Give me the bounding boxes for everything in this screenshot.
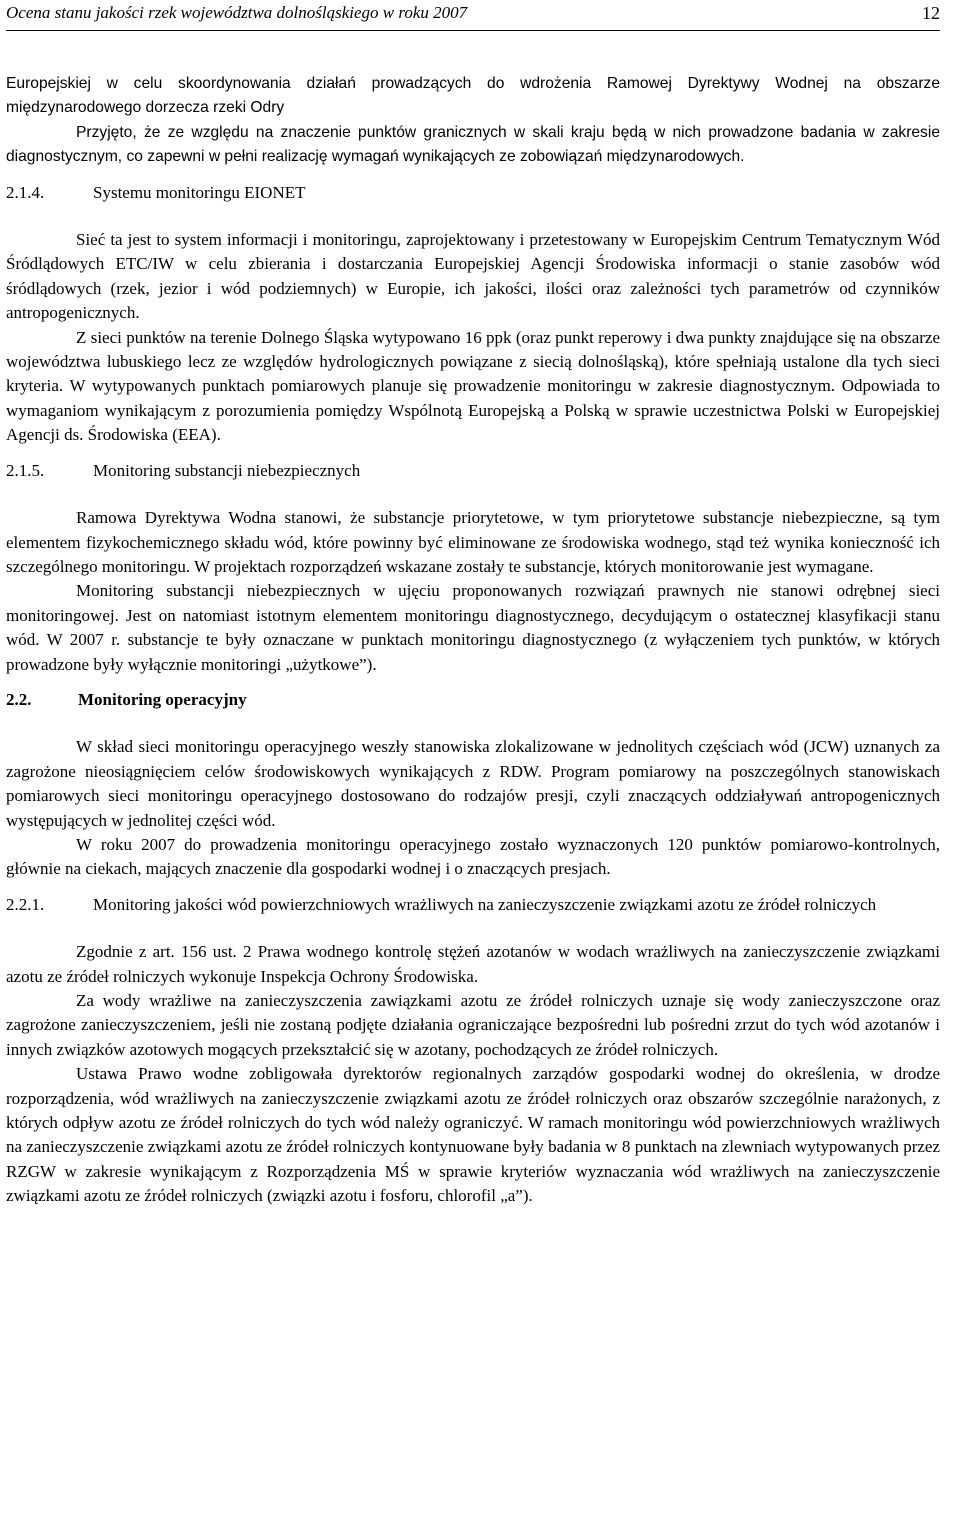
section-title: Systemu monitoringu EIONET <box>93 182 306 202</box>
page-content <box>6 72 940 1209</box>
operational-paragraph-1: W skład sieci monitoringu operacyjnego weszły stanowiska zlokalizowane w jednolitych częściach wód (JCW) uznanych za zagrożone nieosiągnięciem celów środowiskowych wynikających z RDW. Program pomiarowy na poszczególnych stanowiskach pomiarowych sieci monitoringu operacyjnego dostosowano do rodzajów presji, czyli znaczących oddziaływań antropogenicznych występujących w jednolitej części wód. <box>6 737 940 830</box>
section-heading-2-2-1 <box>6 893 940 917</box>
section-number: 2.2. <box>6 689 32 709</box>
section-number: 2.1.5. <box>6 460 45 480</box>
eionet-paragraph-2: Z sieci punktów na terenie Dolnego Śląska wytypowano 16 ppk (oraz punkt reperowy i dwa punkty znajdujące się na obszarze województwa lubuskiego lecz ze względów hydrologicznych powiązane z siecią dolnośląską), które spełniają ustalone dla tych sieci kryteria. W wytypowanych punktach pomiarowych planuje się prowadzenie monitoringu w zakresie diagnostycznym. Odpowiada to wymaganiom wynikającym z porozumienia pomiędzy Wspólnotą Europejską a Polską w sprawie uczestnictwa Polski w Europejskiej Agencji ds. Środowiska (EEA). <box>6 327 940 445</box>
nitrate-paragraph-1: Zgodnie z art. 156 ust. 2 Prawa wodnego kontrolę stężeń azotanów w wodach wrażliwych na zanieczyszczenie związkami azotu ze źródeł rolniczych wykonuje Inspekcja Ochrony Środowiska. <box>6 942 940 986</box>
nitrate-paragraph-3: Ustawa Prawo wodne zobligowała dyrektorów regionalnych zarządów gospodarki wodnej do określenia, w drodze rozporządzenia, wód wrażliwych na zanieczyszczenie związkami azotu ze źródeł rolniczych oraz obszarów szczególnie narażonych, z których odpływ azotu ze źródeł rolniczych do tych wód należy ograniczyć. W ramach monitoringu wód powierzchniowych wrażliwych na zanieczyszczenie związkami azotu ze źródeł rolniczych kontynuowane były badania w 8 punktach na zlewniach wytypowanych przez RZGW w zakresie wynikającym z Rozporządzenia MŚ w sprawie kryteriów wyznaczania wód wrażliwych na zanieczyszczenie związkami azotu ze źródeł rolniczych (związki azotu i fosforu, chlorofil „a”). <box>6 1064 940 1206</box>
section-number: 2.2.1. <box>6 894 45 914</box>
intro-paragraph-1: Europejskiej w celu skoordynowania działań prowadzących do wdrożenia Ramowej Dyrektywy Wodnej na obszarze międzynarodowego dorzecza rzeki Odry <box>6 75 940 117</box>
section-heading-2-1-5 <box>6 459 940 483</box>
section-title: Monitoring jakości wód powierzchniowych wrażliwych na zanieczyszczenie związkami azotu ze źródeł rolniczych <box>93 894 877 914</box>
header-title: Ocena stanu jakości rzek województwa dolnośląskiego w roku 2007 <box>6 3 468 22</box>
hazardous-paragraph-1: Ramowa Dyrektywa Wodna stanowi, że substancje priorytetowe, w tym priorytetowe substancje niebezpieczne, są tym elementem fizykochemicznego składu wód, które powinny być eliminowane ze środowiska wodnego, stąd też wynika konieczność ich szczególnego monitoringu. W projektach rozporządzeń wskazane zostały te substancje, których monitorowanie jest wymagane. <box>6 508 940 576</box>
operational-paragraph-2: W roku 2007 do prowadzenia monitoringu operacyjnego zostało wyznaczonych 120 punktów pomiarowo-kontrolnych, głównie na ciekach, mających znaczenie dla gospodarki wodnej i o znaczących presjach. <box>6 834 940 879</box>
section-heading-2-2 <box>6 688 940 712</box>
page-header <box>6 0 940 31</box>
intro-paragraph-2: Przyjęto, że ze względu na znaczenie punktów granicznych w skali kraju będą w nich prowadzone badania w zakresie diagnostycznym, co zapewni w pełni realizację wymagań wynikających ze zobowiązań międzynarodowych. <box>6 123 940 166</box>
section-title: Monitoring substancji niebezpiecznych <box>93 460 361 480</box>
section-number: 2.1.4. <box>6 182 45 202</box>
nitrate-paragraph-2: Za wody wrażliwe na zanieczyszczenia zawiązkami azotu ze źródeł rolniczych uznaje się wody zanieczyszczone oraz zagrożone zanieczyszczeniem, jeśli nie zostaną podjęte działania ograniczające bezpośredni lub pośredni zrzut do tych wód azotanów i innych związków azotowych mogących przekształcić się w azotany, pochodzących ze źródeł rolniczych. <box>6 991 940 1059</box>
section-heading-2-1-4 <box>6 181 940 205</box>
hazardous-paragraph-2: Monitoring substancji niebezpiecznych w ujęciu proponowanych rozwiązań prawnych nie stanowi odrębnej sieci monitoringowej. Jest on natomiast istotnym elementem monitoringu diagnostycznego, decydującym o ostatecznej klasyfikacji stanu wód. W 2007 r. substancje te były oznaczane w punktach monitoringu diagnostycznego (z wyłączeniem tych punktów, w których prowadzone były wyłącznie monitoringi „użytkowe”). <box>6 581 940 674</box>
eionet-paragraph-1: Sieć ta jest to system informacji i monitoringu, zaprojektowany i przetestowany w Europejskim Centrum Tematycznym Wód Śródlądowych ETC/IW w celu zbierania i dostarczania Europejskiej Agencji Środowiska informacji o stanie zasobów wód śródlądowych (rzek, jezior i wód podziemnych) w Europie, ich jakości, ilości oraz zależności tych parametrów od czynników antropogenicznych. <box>6 230 940 323</box>
section-title: Monitoring operacyjny <box>78 689 247 709</box>
page-number: 12 <box>922 3 940 23</box>
